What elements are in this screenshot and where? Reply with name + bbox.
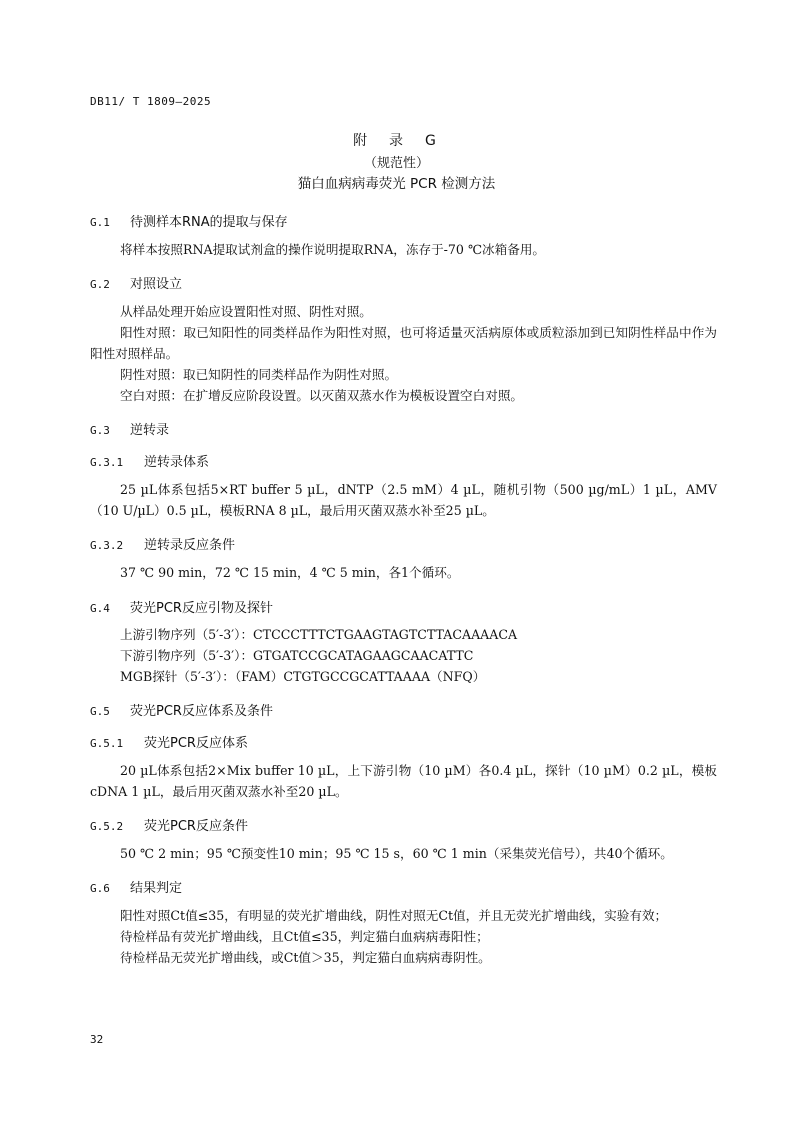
appendix-kind: （规范性） — [363, 156, 429, 171]
primer-forward: 上游引物序列（5′-3′）：CTCCCTTTCTGAAGTAGTCTTACAAAACA — [120, 627, 518, 642]
section-number: G.2 — [90, 278, 110, 291]
section-number: G.5 — [90, 705, 110, 718]
appendix-label: 附 录 G — [353, 133, 440, 149]
section-number: G.5.1 — [90, 737, 124, 750]
paragraph: 待检样品有荧光扩增曲线，且Ct值≤35，判定猫白血病病毒阳性； — [120, 929, 489, 944]
paragraph: 待检样品无荧光扩增曲线，或Ct值＞35，判定猫白血病病毒阴性。 — [120, 950, 491, 965]
section-heading-g3-2 — [90, 534, 235, 553]
paragraph: 空白对照：在扩增反应阶段设置。以灭菌双蒸水作为模板设置空白对照。 — [120, 388, 523, 403]
section-number: G.3.2 — [90, 539, 124, 552]
primer-reverse: 下游引物序列（5′-3′）：GTGATCCGCATAGAAGCAACATTC — [120, 648, 474, 663]
section-title: 逆转录 — [130, 423, 170, 438]
section-heading-g5-1 — [90, 732, 248, 751]
paragraph: 将样本按照RNA提取试剂盒的操作说明提取RNA，冻存于-70 ℃冰箱备用。 — [120, 242, 546, 257]
section-title: 荧光PCR反应体系及条件 — [130, 704, 273, 719]
section-heading-g3 — [90, 419, 169, 438]
section-heading-g6 — [90, 877, 182, 896]
paragraph: 从样品处理开始应设置阳性对照、阴性对照。 — [120, 304, 372, 319]
section-number: G.5.2 — [90, 820, 124, 833]
section-number: G.6 — [90, 882, 110, 895]
paragraph: 25 µL体系包括5×RT buffer 5 µL，dNTP（2.5 mM）4 µL，随机引物（500 µg/mL）1 µL，AMV（10 U/µL）0.5 µL，模板RNA 8 µL，最后用灭菌双蒸水补至25 µL。 — [90, 482, 717, 518]
section-title: 逆转录反应条件 — [144, 538, 236, 553]
paragraph: 37 ℃ 90 min，72 ℃ 15 min，4 ℃ 5 min，各1个循环。 — [120, 565, 460, 580]
section-heading-g4 — [90, 597, 273, 616]
section-number: G.3.1 — [90, 456, 124, 469]
paragraph: 阴性对照：取已知阴性的同类样品作为阴性对照。 — [120, 367, 398, 382]
paragraph: 50 ℃ 2 min；95 ℃预变性10 min；95 ℃ 15 s，60 ℃ 1 min（采集荧光信号），共40个循环。 — [120, 846, 673, 861]
section-title: 荧光PCR反应体系 — [144, 736, 248, 751]
document-number: DB11/ T 1809—2025 — [90, 95, 212, 108]
appendix-title: 猫白血病病毒荧光 PCR 检测方法 — [297, 176, 496, 192]
section-heading-g5-2 — [90, 815, 248, 834]
paragraph: 20 µL体系包括2×Mix buffer 10 µL，上下游引物（10 µM）各0.4 µL，探针（10 µM）0.2 µL，模板cDNA 1 µL，最后用灭菌双蒸水补至20 µL。 — [90, 763, 717, 799]
section-heading-g2 — [90, 273, 182, 292]
section-title: 荧光PCR反应条件 — [144, 819, 248, 834]
section-title: 对照设立 — [130, 277, 183, 292]
section-heading-g3-1 — [90, 451, 209, 470]
page-number: 32 — [90, 1033, 104, 1046]
paragraph: 阳性对照Ct值≤35，有明显的荧光扩增曲线，阴性对照无Ct值，并且无荧光扩增曲线，实验有效； — [120, 908, 668, 923]
section-title: 结果判定 — [130, 881, 183, 896]
section-heading-g1 — [90, 211, 288, 230]
paragraph: 阳性对照：取已知阳性的同类样品作为阳性对照，也可将适量灭活病原体或质粒添加到已知阴性样品中作为阳性对照样品。 — [90, 325, 717, 361]
section-number: G.4 — [90, 602, 110, 615]
section-number: G.3 — [90, 424, 110, 437]
probe-sequence: MGB探针（5′-3′）：（FAM）CTGTGCCGCATTAAAA（NFQ） — [120, 669, 486, 684]
section-heading-g5 — [90, 700, 273, 719]
section-title: 荧光PCR反应引物及探针 — [130, 601, 273, 616]
section-number: G.1 — [90, 216, 110, 229]
section-title: 逆转录体系 — [144, 455, 210, 470]
section-title: 待测样本RNA的提取与保存 — [130, 215, 288, 230]
